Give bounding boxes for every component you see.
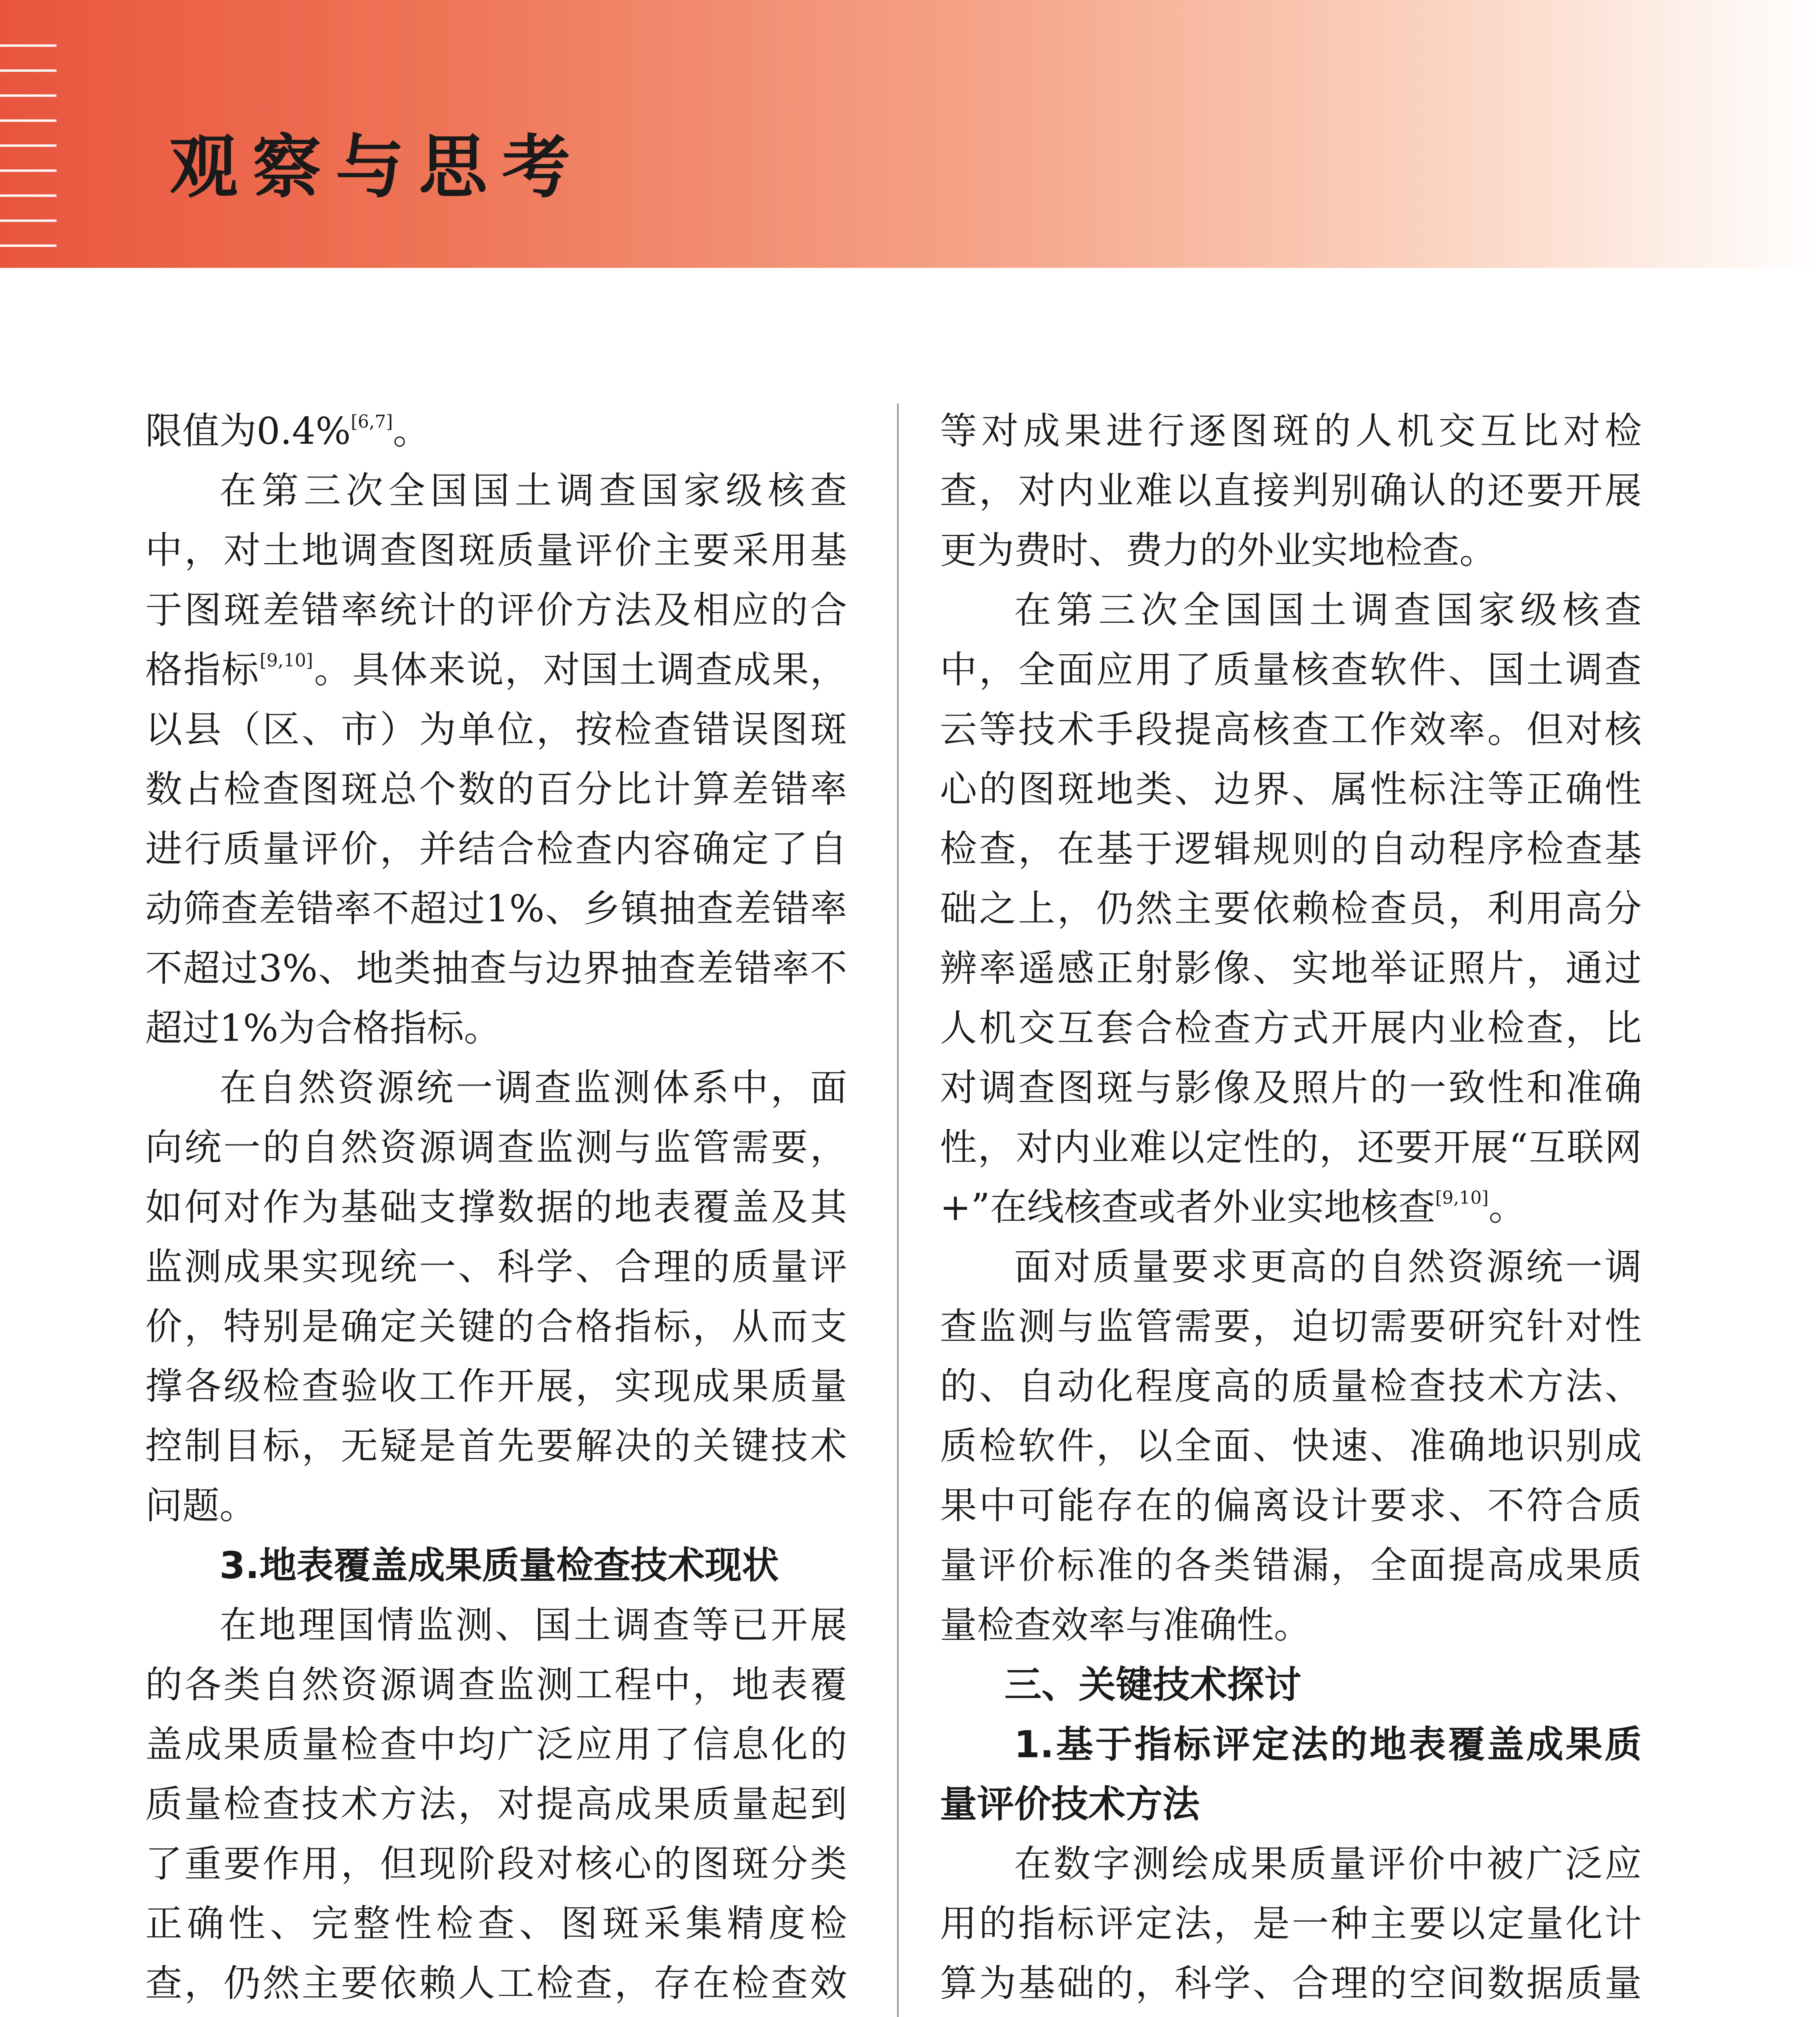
citation: [6,7]: [351, 411, 393, 432]
paragraph: 等对成果进行逐图斑的人机交互比对检查，对内业难以直接判别确认的还要开展更为费时、费力的外业实地检查。: [940, 409, 1642, 572]
left-column: [145, 401, 847, 2017]
paragraph: 面对质量要求更高的自然资源统一调查监测与监管需要，迫切需要研究针对性的、自动化程度高的质量检查技术方法、质检软件，以全面、快速、准确地识别成果中可能存在的偏离设计要求、不符合质量评价标准的各类错漏，全面提高成果质量检查效率与准确性。: [940, 1245, 1642, 1647]
paragraph: 限值为0.4%[6,7]。: [145, 409, 430, 453]
section-title: 观察与思考: [169, 127, 585, 207]
citation: [9,10]: [259, 650, 313, 671]
subsection-heading: 1.基于指标评定法的地表覆盖成果质量评价技术方法: [940, 1723, 1642, 1826]
header-decorative-lines: [0, 44, 56, 254]
column-divider: [897, 403, 899, 2017]
paragraph: 在第三次全国国土调查国家级核查中，对土地调查图斑质量评价主要采用基于图斑差错率统计的评价方法及相应的合格指标[9,10]。具体来说，对国土调查成果，以县（区、市）为单位，按检查错误图斑数占检查图斑总个数的百分比计算差错率进行质量评价，并结合检查内容确定了自动筛查差错率不超过1%、乡镇抽查差错率不超过3%、地类抽查与边界抽查差错率不超过1%为合格指标。: [145, 469, 847, 1050]
paragraph: 在自然资源统一调查监测体系中，面向统一的自然资源调查监测与监管需要，如何对作为基础支撑数据的地表覆盖及其监测成果实现统一、科学、合理的质量评价，特别是确定关键的合格指标，从而支撑各级检查验收工作开展，实现成果质量控制目标，无疑是首先要解决的关键技术问题。: [145, 1066, 847, 1527]
paragraph: 在第三次全国国土调查国家级核查中，全面应用了质量核查软件、国土调查云等技术手段提高核查工作效率。但对核心的图斑地类、边界、属性标注等正确性检查，在基于逻辑规则的自动程序检查基础之上，仍然主要依赖检查员，利用高分辨率遥感正射影像、实地举证照片，通过人机交互套合检查方式开展内业检查，比对调查图斑与影像及照片的一致性和准确性，对内业难以定性的，还要开展“互联网+”在线核查或者外业实地核查[9,10]。: [940, 589, 1642, 1229]
right-column: [940, 401, 1642, 2017]
paragraph: 在数字测绘成果质量评价中被广泛应用的指标评定法，是一种主要以定量化计算为基础的，科学、合理的空间数据质量: [940, 1842, 1642, 2005]
subsection-heading: 3.地表覆盖成果质量检查技术现状: [219, 1544, 779, 1587]
paragraph: 在地理国情监测、国土调查等已开展的各类自然资源调查监测工程中，地表覆盖成果质量检查中均广泛应用了信息化的质量检查技术方法，对提高成果质量起到了重要作用，但现阶段对核心的图斑分类正确性、完整性检查、图斑采集精度检查，仍然主要依赖人工检查，存在检查效: [145, 1604, 847, 2005]
section-heading: 三、关键技术探讨: [1004, 1663, 1302, 1706]
citation: [9,10]: [1435, 1188, 1489, 1208]
